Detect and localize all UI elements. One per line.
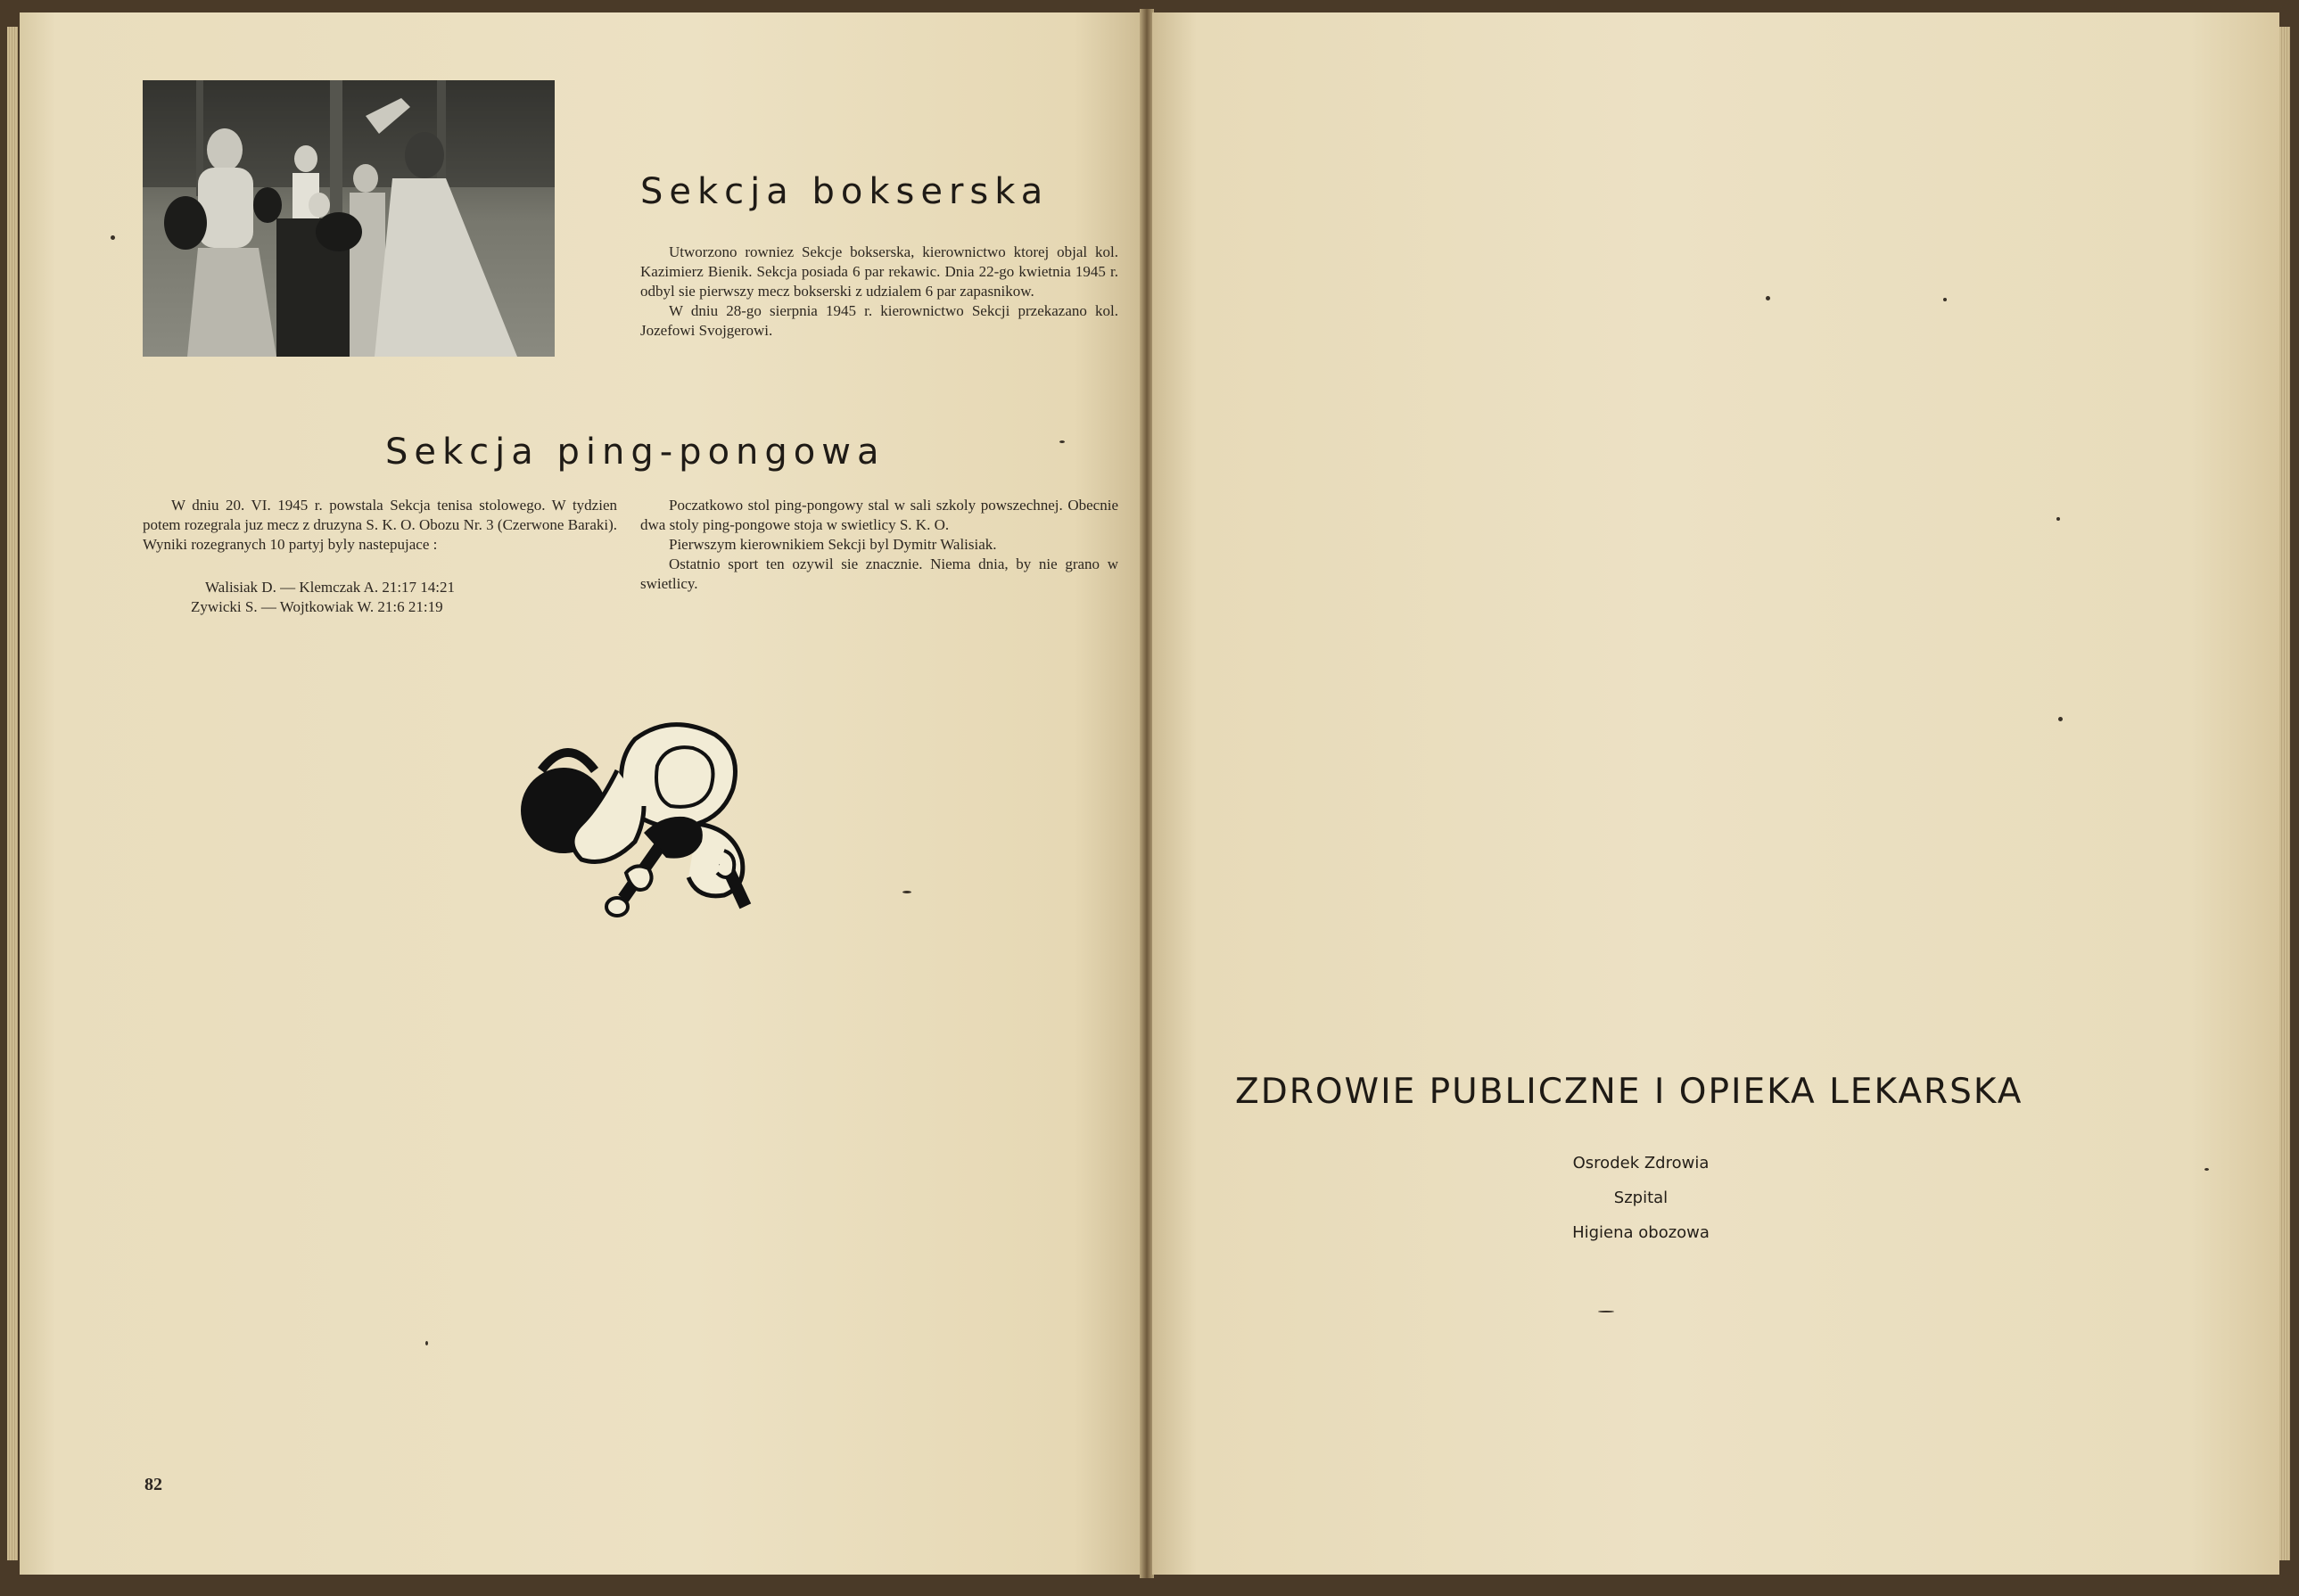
paper-speck <box>1943 298 1947 301</box>
paper-speck <box>2204 1168 2209 1171</box>
right-page <box>1152 12 2279 1575</box>
chapter-heading: ZDROWIE PUBLICZNE I OPIEKA LEKARSKA <box>1235 1072 2023 1112</box>
result-row: Walisiak D. — Klemczak A. 21:17 14:21 <box>205 579 456 596</box>
pingpong-right-column <box>640 496 1118 594</box>
paper-speck <box>2056 517 2060 521</box>
pingpong-section-title: Sekcja ping-pongowa <box>385 432 886 473</box>
boxing-paragraph-2: W dniu 28-go sierpnia 1945 r. kierownictwo Sekcji przekazano kol. Jozefowi Svojgerowi. <box>640 302 1118 339</box>
left-page-edges <box>7 27 18 1560</box>
paper-speck <box>902 891 911 893</box>
paper-speck <box>1059 440 1065 443</box>
subitem-camp-hygiene: Higiena obozowa <box>1572 1223 1710 1242</box>
pingpong-results <box>191 578 456 617</box>
boxing-paragraph-1: Utworzono rowniez Sekcje bokserska, kierownictwo ktorej objal kol. Kazimierz Bienik. Sekcja posiada 6 par rekawic. Dnia 22-go kwietnia 1945 r. odbyl sie pierwszy mecz bokserski z udzialem 6 par zapasnikow. <box>640 243 1118 300</box>
pingpong-right-paragraph-2: Pierwszym kierownikiem Sekcji byl Dymitr Walisiak. <box>669 536 997 553</box>
chapter-subitems <box>1445 1146 1837 1250</box>
result-row: Zywicki S. — Wojtkowiak W. 21:6 21:19 <box>191 598 443 615</box>
paper-speck <box>1598 1311 1614 1312</box>
weightlifter-illustration <box>501 717 787 922</box>
right-page-edges <box>2279 27 2290 1560</box>
pingpong-right-paragraph-1: Poczatkowo stol ping-pongowy stal w sali szkoly powszechnej. Obecnie dwa stoly ping-pongowe stoja w swietlicy S. K. O. <box>640 497 1118 533</box>
left-page <box>20 12 1141 1575</box>
paper-speck <box>111 235 115 240</box>
page-number: 82 <box>144 1475 162 1494</box>
pingpong-right-paragraph-3: Ostatnio sport ten ozywil sie znacznie. Niema dnia, by nie grano w swietlicy. <box>640 555 1118 592</box>
boxing-photo <box>143 80 555 357</box>
subitem-hospital: Szpital <box>1613 1189 1669 1207</box>
paper-speck <box>1766 296 1770 300</box>
pingpong-left-column <box>143 496 617 555</box>
boxing-section-text <box>640 243 1118 341</box>
paper-speck <box>425 1341 428 1345</box>
pingpong-left-paragraph: W dniu 20. VI. 1945 r. powstala Sekcja tenisa stolowego. W tydzien potem rozegrala juz mecz z druzyna S. K. O. Obozu Nr. 3 (Czerwone Baraki). Wyniki rozegranych 10 partyj byly nastepujace : <box>143 497 617 553</box>
subitem-health-center: Osrodek Zdrowia <box>1572 1154 1710 1172</box>
boxing-section-title: Sekcja bokserska <box>640 171 1050 212</box>
paper-speck <box>2058 717 2063 721</box>
